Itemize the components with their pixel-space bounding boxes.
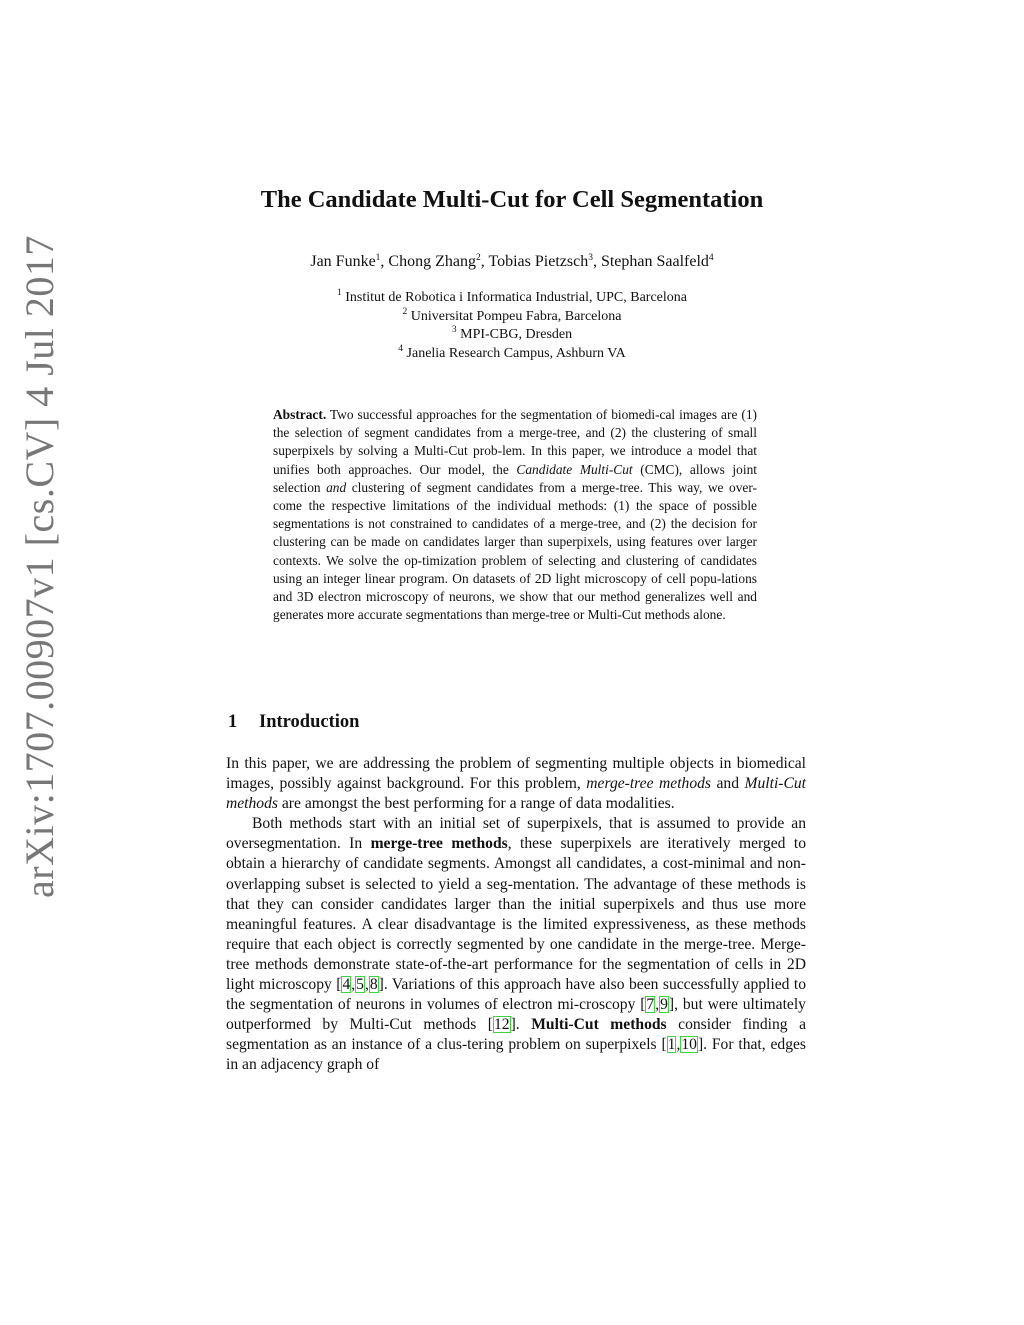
author-affiliation-mark: 1 <box>375 253 381 263</box>
citation-link[interactable]: 8 <box>369 976 378 994</box>
text: and <box>710 775 745 793</box>
affiliation <box>0 308 1024 327</box>
separator: , <box>592 253 601 270</box>
text: ], but were ultimately outperformed by Multi-Cut methods [ <box>226 996 806 1034</box>
citation-link[interactable]: 5 <box>356 976 364 994</box>
abstract-text: clustering of segment candidates from a merge-tree. This way, we over-come the respective limitations of the individual methods: (1) the space of possible segmentations is not constrained to candidates of a merge-tree, and (2) the decision for clustering can be made on candidates larger than superpixels, using features over larger contexts. We solve the op-timization problem of selecting and clustering of candidates using an integer linear program. On datasets of 2D light microscopy of cell popu-lations and 3D electron microscopy of neurons, we show that our method generalizes well and generates more accurate segmentations than merge-tree or Multi-Cut methods alone. <box>273 479 757 623</box>
affiliation-number: 1 <box>337 288 342 298</box>
affiliation <box>0 326 1024 345</box>
text: ]. Variations of this approach have also been successfully applied to the segmentation of neurons in volumes of electron mi-croscopy [ <box>226 976 807 1014</box>
author-affiliation-mark: 3 <box>588 253 593 263</box>
text: , <box>655 996 660 1014</box>
affiliation-number: 4 <box>398 343 404 354</box>
citation-link[interactable]: 4 <box>342 976 351 994</box>
text: , <box>676 1036 681 1054</box>
affiliation <box>0 345 1024 364</box>
paragraph <box>226 754 806 814</box>
affiliation <box>0 289 1024 308</box>
text: In this paper, we are addressing the problem of segmenting multiple objects in biomedical images, possibly against background. For this problem, <box>226 755 806 793</box>
run-in-heading: Multi-Cut methods <box>531 1016 667 1034</box>
affiliation-text: Institut de Robotica i Informatica Industrial, UPC, Barcelona <box>345 290 687 305</box>
affiliation-list <box>0 289 1024 363</box>
arxiv-stamp: arXiv:1707.00907v1 [cs.CV] 4 Jul 2017 <box>17 235 62 898</box>
abstract-emphasis: and <box>326 479 347 495</box>
citation-link[interactable]: 9 <box>660 996 668 1014</box>
affiliation-text: Universitat Pompeu Fabra, Barcelona <box>410 308 622 324</box>
run-in-heading: merge-tree methods <box>370 835 508 853</box>
section-number: 1 <box>228 712 238 732</box>
text: , <box>351 976 356 994</box>
affiliation-number: 3 <box>451 325 457 335</box>
author-affiliation-mark: 2 <box>475 253 481 263</box>
text: ]. For that, edges in an adjacency graph of <box>226 1036 806 1074</box>
affiliation-number: 2 <box>402 306 408 317</box>
separator: , <box>380 253 389 270</box>
author-name: Jan Funke <box>310 253 376 270</box>
section-heading <box>228 712 359 733</box>
author-name: Stephan Saalfeld <box>600 253 709 270</box>
separator: , <box>480 253 489 270</box>
emphasis: merge-tree methods <box>586 775 711 793</box>
author-name: Tobias Pietzsch <box>488 253 589 270</box>
text: Both methods start with an initial set of superpixels, that is assumed to provide an oversegmentation. In <box>226 815 806 853</box>
citation-link[interactable]: 10 <box>681 1036 697 1054</box>
text: , <box>364 976 369 994</box>
citation-link[interactable]: 7 <box>646 996 655 1014</box>
paper-title: The Candidate Multi-Cut for Cell Segmentation <box>260 186 764 213</box>
citation-link[interactable]: 12 <box>493 1016 510 1034</box>
section-title: Introduction <box>259 712 360 732</box>
affiliation-text: Janelia Research Campus, Ashburn VA <box>406 345 626 361</box>
text: ]. <box>510 1016 532 1034</box>
abstract-emphasis: Candidate Multi-Cut <box>516 461 633 477</box>
citation-link[interactable]: 1 <box>667 1036 676 1054</box>
text: consider finding a segmentation as an instance of a clus-tering problem on superpixels [ <box>226 1016 806 1054</box>
emphasis: Multi-Cut methods <box>226 775 807 813</box>
abstract <box>273 406 757 624</box>
text: , these superpixels are iteratively merged to obtain a hierarchy of candidate segments. Amongst all candidates, a cost-minimal and non-overlapping subset is selected to yield a seg-mentation. The advantage of these methods is that they can consider candidates larger than the initial superpixels and thus use more meaningful features. A clear disadvantage is the limited expressiveness, as these methods require that each object is correctly segmented by one candidate in the merge-tree. Merge-tree methods demonstrate state-of-the-art performance for the segmentation of cells in 2D light microscopy [ <box>226 835 806 994</box>
affiliation-text: MPI-CBG, Dresden <box>460 327 573 342</box>
body-text <box>226 754 806 1076</box>
paragraph <box>226 814 806 1075</box>
abstract-text: Two successful approaches for the segmentation of biomedi-cal images are (1) the selection of segment candidates from a merge-tree, and (2) the clustering of small superpixels by solving a Multi-Cut prob-lem. In this paper, we introduce a model that unifies both approaches. Our model, the <box>273 407 757 477</box>
author-affiliation-mark: 4 <box>708 253 714 263</box>
abstract-label: Abstract. <box>273 407 327 422</box>
text: are amongst the best performing for a range of data modalities. <box>277 795 675 813</box>
abstract-text: (CMC), allows joint selection <box>273 461 757 495</box>
author-list <box>0 253 1024 271</box>
author-name: Chong Zhang <box>388 253 476 270</box>
